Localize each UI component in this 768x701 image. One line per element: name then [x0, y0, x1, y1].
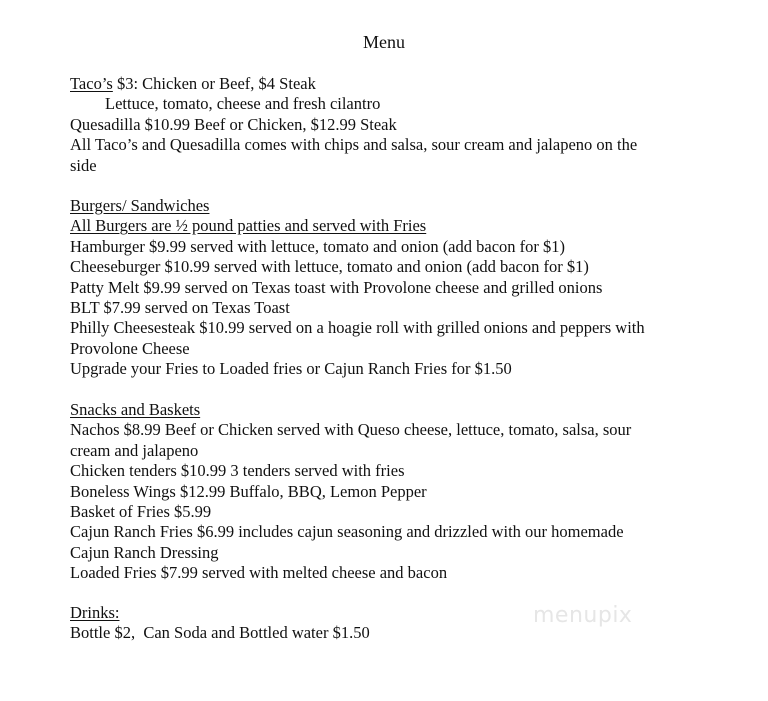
philly-item-line-1: Philly Cheesesteak $10.99 served on a hoagie roll with grilled onions and peppers with	[70, 318, 645, 338]
menupix-watermark: menupix	[533, 603, 633, 628]
patty-melt-item: Patty Melt $9.99 served on Texas toast with Provolone cheese and grilled onions	[70, 277, 603, 297]
snacks-section	[70, 400, 710, 584]
loaded-fries-item: Loaded Fries $7.99 served with melted cheese and bacon	[70, 563, 448, 583]
menu-title: Menu	[363, 32, 405, 52]
tacos-header-line	[70, 74, 710, 94]
cajun-ranch-fries-line-1: Cajun Ranch Fries $6.99 includes cajun seasoning and drizzled with our homemade	[70, 522, 624, 542]
cajun-ranch-fries-line-2: Cajun Ranch Dressing	[70, 542, 219, 562]
nachos-item-line-2: cream and jalapeno	[70, 440, 199, 460]
nachos-item-line-1: Nachos $8.99 Beef or Chicken served with Queso cheese, lettuce, tomato, salsa, sour	[70, 420, 632, 440]
philly-item-line-2: Provolone Cheese	[70, 338, 190, 358]
quesadilla-item: Quesadilla $10.99 Beef or Chicken, $12.99 Steak	[70, 114, 397, 134]
drinks-heading: Drinks:	[70, 603, 120, 622]
tacos-prices: $3: Chicken or Beef, $4 Steak	[112, 74, 316, 93]
drinks-items: Bottle $2, Can Soda and Bottled water $1.50	[70, 623, 370, 643]
cheeseburger-item: Cheeseburger $10.99 served with lettuce, tomato and onion (add bacon for $1)	[70, 257, 589, 277]
tacos-note-line-2: side	[70, 155, 97, 175]
chicken-tenders-item: Chicken tenders $10.99 3 tenders served with fries	[70, 461, 405, 481]
tacos-heading: Taco’s	[70, 74, 113, 93]
basket-of-fries-item: Basket of Fries $5.99	[70, 502, 212, 522]
burgers-section	[70, 196, 710, 380]
snacks-heading: Snacks and Baskets	[70, 400, 201, 419]
blt-item: BLT $7.99 served on Texas Toast	[70, 298, 290, 318]
tacos-note-line-1: All Taco’s and Quesadilla comes with chips and salsa, sour cream and jalapeno on the	[70, 135, 638, 155]
tacos-toppings: Lettuce, tomato, cheese and fresh cilantro	[105, 94, 381, 114]
hamburger-item: Hamburger $9.99 served with lettuce, tomato and onion (add bacon for $1)	[70, 236, 566, 256]
tacos-section	[70, 74, 710, 176]
boneless-wings-item: Boneless Wings $12.99 Buffalo, BBQ, Lemon Pepper	[70, 481, 427, 501]
fries-upgrade-note: Upgrade your Fries to Loaded fries or Cajun Ranch Fries for $1.50	[70, 359, 512, 379]
burgers-heading: Burgers/ Sandwiches	[70, 196, 210, 215]
burgers-subheading: All Burgers are ½ pound patties and served with Fries	[70, 216, 427, 236]
